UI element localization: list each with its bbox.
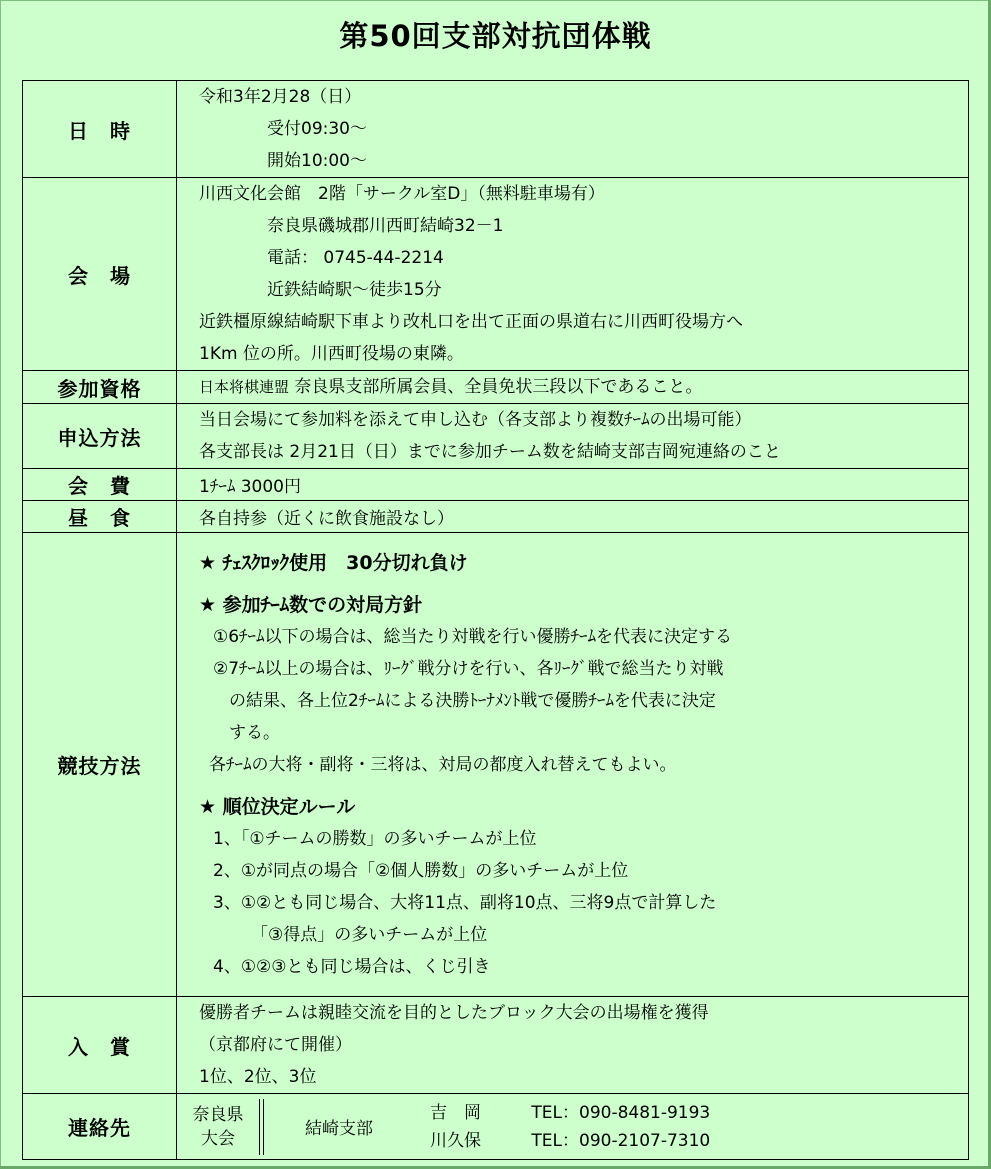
event-table [22,80,969,1160]
row-datetime [23,81,969,178]
row-lunch [23,501,969,533]
contact-org: 奈良県 大会 [177,1099,260,1155]
policy-item: ②7ﾁｰﾑ以上の場合は、ﾘｰｸﾞ戦分けを行い、各ﾘｰｸﾞ戦で総当たり対戦 [213,658,724,679]
label-venue: 会 場 [23,178,177,371]
venue-access: 近鉄結崎駅～徒歩15分 [267,280,442,300]
reception-time: 受付09:30～ [267,119,367,139]
row-eligibility [23,371,969,404]
swap-rule: 各ﾁｰﾑの大将・副将・三将は、対局の都度入れ替えてもよい。 [209,754,677,775]
row-prize [23,997,969,1094]
contact-people [414,1099,968,1155]
label-eligibility: 参加資格 [23,371,177,404]
policy-item: ①6ﾁｰﾑ以下の場合は、総当たり対戦を行い優勝ﾁｰﾑを代表に決定する [213,626,733,647]
rank-item: 4、①②③とも同じ場合は、くじ引き [213,956,491,977]
label-competition: 競技方法 [23,533,177,997]
value-venue [177,178,969,371]
venue-phone: 電話： 0745-44-2214 [267,248,444,268]
venue-name: 川西文化会館 2階「サークル室D」（無料駐車場有） [199,184,605,204]
label-lunch: 昼 食 [23,501,177,533]
start-time: 開始10:00～ [267,151,367,171]
policy-item: の結果、各上位2ﾁｰﾑによる決勝ﾄｰﾅﾒﾝﾄ戦で優勝ﾁｰﾑを代表に決定 [229,690,716,711]
venue-directions-1: 近鉄橿原線結崎駅下車より改札口を出て正面の県道右に川西町役場方へ [199,312,743,332]
contact-branch: 結崎支部 [263,1099,414,1155]
policy-heading: ★ 参加ﾁｰﾑ数での対局方針 [199,593,423,616]
contact-tel: TEL：090-2107-7310 [531,1130,711,1151]
label-contact: 連絡先 [23,1094,177,1160]
value-datetime [177,81,969,178]
prize-line: 優勝者チームは親睦交流を目的としたブロック大会の出場権を獲得 [199,1003,709,1023]
label-prize: 入 賞 [23,997,177,1094]
value-competition [177,533,969,997]
row-contact [23,1094,969,1160]
contact-person [430,1127,968,1155]
value-application [177,404,969,469]
row-fee [23,469,969,501]
page-title: 第50回支部対抗団体戦 [339,19,652,53]
contact-name: 川久保 [430,1130,481,1151]
row-venue [23,178,969,371]
value-prize [177,997,969,1094]
clock-rule: ★ ﾁｪｽｸﾛｯｸ使用 30分切れ負け [199,551,468,574]
policy-item: する。 [229,722,280,743]
eligibility-text: 奈良県支部所属会員、全員免状三段以下であること。 [294,377,703,397]
contact-person [430,1099,968,1127]
rank-heading: ★ 順位決定ルール [199,795,356,818]
venue-address: 奈良県磯城郡川西町結崎32－1 [267,216,504,236]
value-contact [177,1094,969,1160]
prize-line: （京都府にて開催） [199,1035,352,1055]
rank-item: 2、①が同点の場合「②個人勝数」の多いチームが上位 [213,860,629,881]
date-line: 令和3年2月28（日） [199,87,362,107]
label-fee: 会 費 [23,469,177,501]
prize-line: 1位、2位、3位 [199,1067,317,1087]
rank-item: 3、①②とも同じ場合、大将11点、副将10点、三将9点で計算した [213,892,717,913]
venue-directions-2: 1Km 位の所。川西町役場の東隣。 [199,344,464,364]
value-fee: 1ﾁｰﾑ 3000円 [177,469,969,501]
federation-name: 日本将棋連盟 [199,378,290,396]
label-application: 申込方法 [23,404,177,469]
row-competition [23,533,969,997]
contact-tel: TEL：090-8481-9193 [531,1102,711,1123]
application-line-1: 当日会場にて参加料を添えて申し込む（各支部より複数ﾁｰﾑの出場可能） [199,410,752,430]
application-line-2: 各支部長は 2月21日（日）までに参加チーム数を結崎支部吉岡宛連絡のこと [199,442,781,462]
contact-name: 吉 岡 [430,1102,481,1123]
label-datetime: 日 時 [23,81,177,178]
rank-item: 「③得点」の多いチームが上位 [251,924,488,945]
value-lunch: 各自持参（近くに飲食施設なし） [177,501,969,533]
rank-item: 1、「①チームの勝数」の多いチームが上位 [213,828,537,849]
value-eligibility [177,371,969,404]
row-application [23,404,969,469]
